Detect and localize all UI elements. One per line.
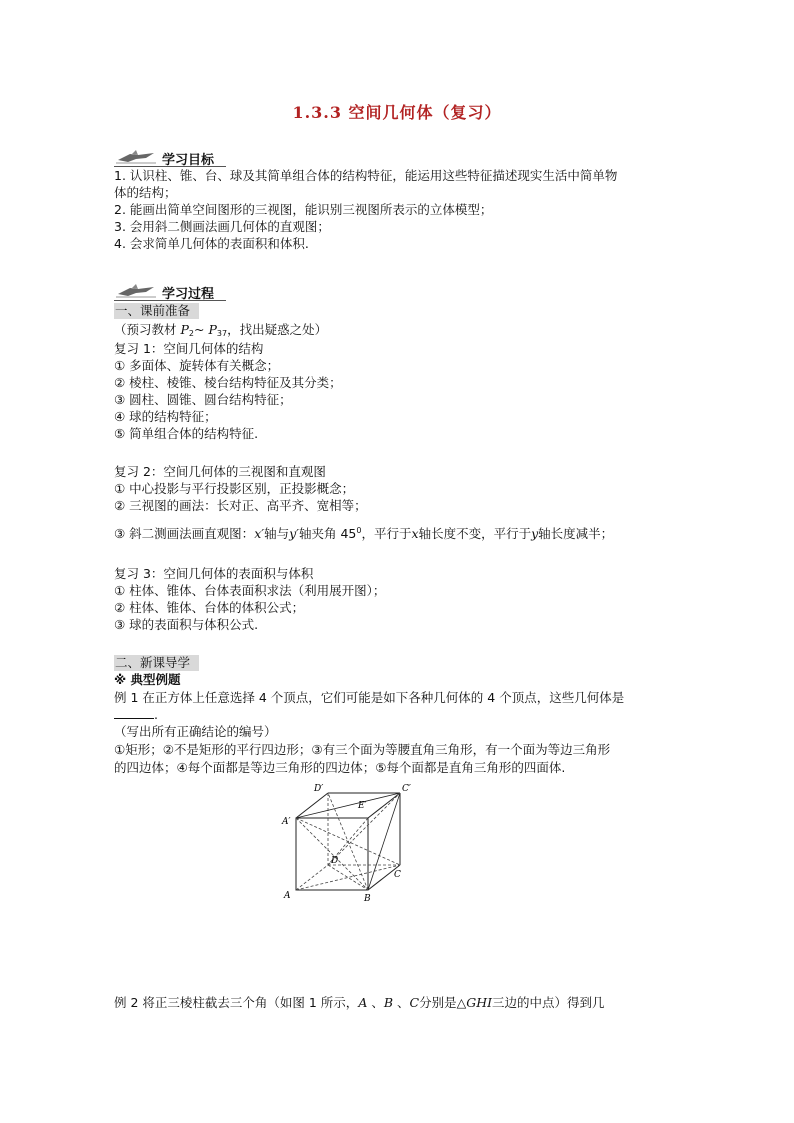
- cube-figure: [278, 778, 418, 903]
- vertex-label: C: [394, 870, 401, 880]
- section-heading-process: [114, 282, 226, 301]
- example1-answer-line: .: [114, 707, 158, 723]
- review2-item: ② 三视图的画法：长对正、高平齐、宽相等；: [114, 498, 367, 513]
- review2-item: ① 中心投影与平行投影区别，正投影概念；: [114, 481, 355, 496]
- goal-line: 2. 能画出简单空间图形的三视图，能识别三视图所表示的立体模型；: [114, 202, 493, 217]
- airplane-logo-icon: [116, 150, 158, 164]
- vertex-label: A′: [282, 817, 291, 827]
- goal-line: 体的结构；: [114, 185, 177, 200]
- review1-title: 复习 1：空间几何体的结构: [114, 341, 264, 356]
- review3-item: ① 柱体、锥体、台体表面积求法（利用展开图）；: [114, 583, 386, 598]
- goal-line: 3. 会用斜二侧画法画几何体的直观图；: [114, 219, 330, 234]
- section-heading-text: 学习目标: [162, 153, 215, 168]
- review3-title: 复习 3：空间几何体的表面积与体积: [114, 566, 314, 581]
- review3-item: ③ 球的表面积与体积公式.: [114, 617, 259, 632]
- vertex-label: D′: [314, 784, 324, 794]
- example1-line: 的四边体；④每个面都是等边三角形的四边体；⑤每个面都是直角三角形的四面体.: [114, 760, 566, 775]
- vertex-label: D: [331, 856, 339, 866]
- example1-line: ①矩形；②不是矩形的平行四边形；③有三个面为等腰直角三角形，有一个面为等边三角形: [114, 742, 611, 757]
- review1-item: ⑤ 简单组合体的结构特征.: [114, 426, 259, 441]
- vertex-label: A: [284, 891, 291, 901]
- subsection-band-new: 二、新课导学: [114, 655, 199, 671]
- airplane-logo-icon: [116, 284, 158, 298]
- example1-line: 例 1 在正方体上任意选择 4 个顶点，它们可能是如下各种几何体的 4 个顶点，这些几何体是: [114, 690, 625, 705]
- section-heading-goals: [114, 148, 226, 167]
- example1-line: （写出所有正确结论的编号）: [114, 724, 277, 739]
- examples-heading: ※ 典型例题: [114, 672, 181, 687]
- subsection-band-prep: 一、课前准备: [114, 303, 199, 319]
- review3-item: ② 柱体、锥体、台体的体积公式；: [114, 600, 305, 615]
- review1-item: ④ 球的结构特征；: [114, 409, 217, 424]
- example2-line: 例 2 将正三棱柱截去三个角（如图 1 所示，A 、B 、C分别是△GHI三边的中点）得到几: [114, 995, 605, 1010]
- review1-item: ① 多面体、旋转体有关概念；: [114, 358, 280, 373]
- review2-title: 复习 2：空间几何体的三视图和直观图: [114, 464, 326, 479]
- vertex-label: E′: [358, 801, 367, 811]
- section-heading-text: 学习过程: [162, 287, 215, 302]
- review1-item: ② 棱柱、棱锥、棱台结构特征及其分类；: [114, 375, 342, 390]
- prep-note: （预习教材 $P_2\sim$ $P_{37}$，找出疑惑之处）: [114, 322, 328, 338]
- review2-item: ③ 斜二测画法画直观图：x′轴与y′轴夹角 $45^0$，平行于x轴长度不变，平行于y轴长度减半；: [114, 526, 614, 542]
- vertex-label: B: [364, 894, 371, 903]
- page-title: 1.3.3 空间几何体（复习）: [292, 103, 502, 122]
- review1-item: ③ 圆柱、圆锥、圆台结构特征；: [114, 392, 292, 407]
- goal-line: 4. 会求简单几何体的表面积和体积.: [114, 236, 309, 251]
- vertex-label: C′: [402, 784, 411, 794]
- goal-line: 1. 认识柱、锥、台、球及其简单组合体的结构特征，能运用这些特征描述现实生活中简单物: [114, 168, 618, 183]
- answer-blank[interactable]: [114, 708, 154, 719]
